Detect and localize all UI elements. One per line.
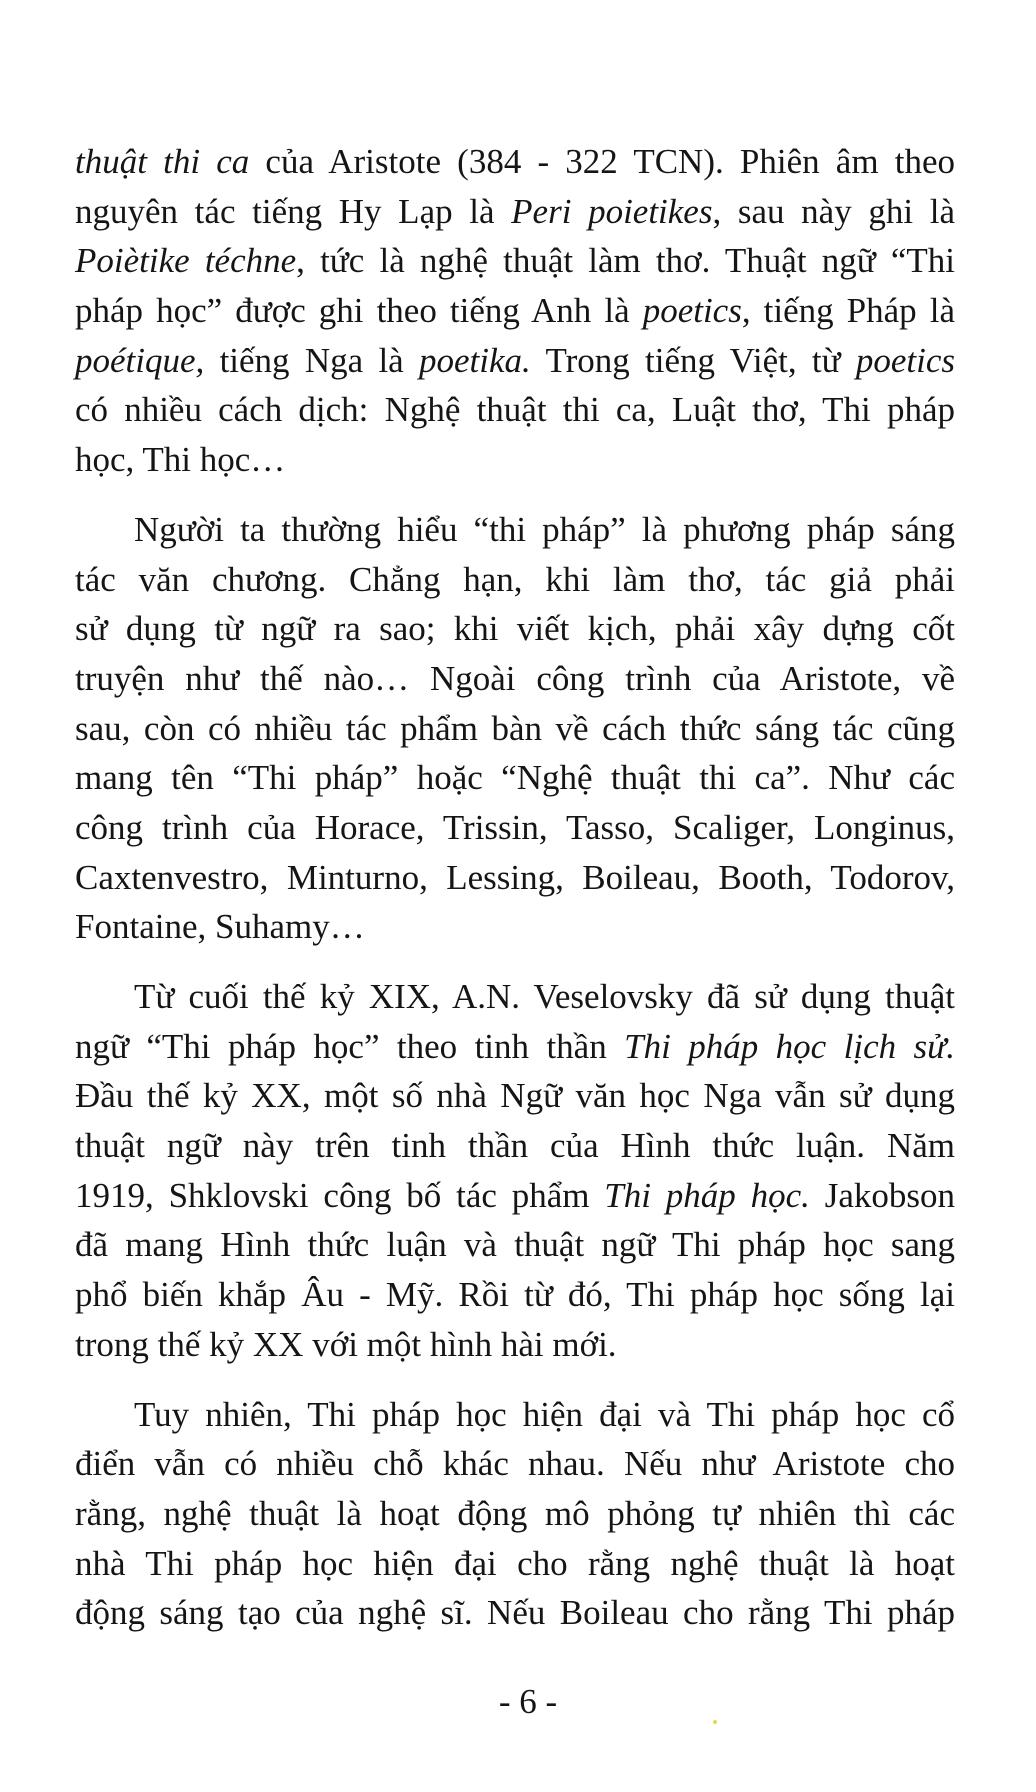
text-line xyxy=(75,236,955,286)
paragraph xyxy=(75,972,955,1370)
text-segment: Fontaine, Suhamy… xyxy=(75,907,365,947)
text-segment: mang tên “Thi pháp” hoặc “Nghệ thuật thi ca”. Như các xyxy=(75,758,955,798)
text-line xyxy=(75,1320,955,1370)
text-segment: , tức là nghệ thuật làm thơ. Thuật ngữ “Thi xyxy=(296,241,955,281)
text-segment: sau, còn có nhiều tác phẩm bàn về cách thức sáng tác cũng xyxy=(75,708,955,748)
text-segment: Đầu thế kỷ XX, một số nhà Ngữ văn học Nga vẫn sử dụng xyxy=(75,1076,955,1116)
scan-speck xyxy=(713,1720,717,1724)
page-number: - 6 - xyxy=(498,1682,558,1721)
text-segment: trong thế kỷ XX với một hình hài mới. xyxy=(75,1324,617,1364)
text-segment: , tiếng Pháp là xyxy=(741,291,956,331)
text-segment: Caxtenvestro, Minturno, Lessing, Boileau, Booth, Todorov, xyxy=(75,857,955,897)
paragraph xyxy=(75,1390,955,1638)
text-line xyxy=(75,435,955,485)
text-line xyxy=(75,1071,955,1121)
italic-text-segment: poetics xyxy=(855,340,955,380)
text-segment: Người ta thường hiểu “thi pháp” là phương pháp sáng xyxy=(134,509,955,549)
text-segment: pháp học” được ghi theo tiếng Anh là xyxy=(75,291,643,331)
italic-text-segment: Poiètike téchne xyxy=(75,241,297,281)
text-segment: học, Thi học… xyxy=(75,440,286,480)
text-line xyxy=(75,803,955,853)
text-line xyxy=(75,654,955,704)
text-line xyxy=(75,286,955,336)
page-body-text xyxy=(75,137,955,1658)
text-segment: ngữ “Thi pháp học” theo tinh thần xyxy=(75,1026,625,1066)
text-segment: của Aristote (384 - 322 TCN). Phiên âm theo xyxy=(249,142,955,181)
text-segment: tác văn chương. Chẳng hạn, khi làm thơ, tác giả phải xyxy=(75,559,955,599)
text-line xyxy=(75,704,955,754)
text-line xyxy=(75,1270,955,1320)
text-segment: Tuy nhiên, Thi pháp học hiện đại và Thi pháp học cổ xyxy=(134,1394,955,1434)
text-line xyxy=(75,505,955,555)
text-line xyxy=(75,187,955,237)
text-segment: 1919, Shklovski công bố tác phẩm xyxy=(75,1175,605,1215)
text-line xyxy=(75,1539,955,1589)
italic-text-segment: poétique, xyxy=(75,340,205,380)
text-line xyxy=(75,604,955,654)
text-segment: Jakobson xyxy=(809,1175,955,1215)
text-line xyxy=(75,1220,955,1270)
text-segment: Từ cuối thế kỷ XIX, A.N. Veselovsky đã sử dụng thuật xyxy=(134,977,955,1016)
italic-text-segment: Thi pháp học lịch sử. xyxy=(624,1026,955,1066)
text-segment: công trình của Horace, Trissin, Tasso, Scaliger, Longinus, xyxy=(75,807,955,847)
text-line xyxy=(75,902,955,952)
text-segment: tiếng Nga là xyxy=(204,340,419,380)
text-segment: đã mang Hình thức luận và thuật ngữ Thi pháp học sang xyxy=(75,1225,955,1265)
paragraph xyxy=(75,505,955,952)
text-segment: điển vẫn có nhiều chỗ khác nhau. Nếu như Aristote cho xyxy=(75,1444,955,1484)
text-line xyxy=(75,555,955,605)
text-line xyxy=(75,137,955,187)
text-line xyxy=(75,853,955,903)
text-line xyxy=(75,1121,955,1171)
text-line xyxy=(75,1171,955,1221)
text-line xyxy=(75,1439,955,1489)
text-segment: có nhiều cách dịch: Nghệ thuật thi ca, Luật thơ, Thi pháp xyxy=(75,390,955,430)
text-segment: truyện như thế nào… Ngoài công trình của Aristote, về xyxy=(75,658,955,698)
text-segment: thuật ngữ này trên tinh thần của Hình thức luận. Năm xyxy=(75,1126,955,1166)
text-segment: sử dụng từ ngữ ra sao; khi viết kịch, phải xây dựng cốt xyxy=(75,609,955,649)
text-segment: nguyên tác tiếng Hy Lạp là xyxy=(75,191,512,231)
italic-text-segment: thuật thi ca xyxy=(75,142,250,181)
text-segment: rằng, nghệ thuật là hoạt động mô phỏng tự nhiên thì các xyxy=(75,1493,955,1533)
text-segment: nhà Thi pháp học hiện đại cho rằng nghệ thuật là hoạt xyxy=(75,1543,955,1583)
text-line xyxy=(75,1489,955,1539)
text-segment: phổ biến khắp Âu - Mỹ. Rồi từ đó, Thi pháp học sống lại xyxy=(75,1275,955,1315)
italic-text-segment: poetika. xyxy=(419,340,531,380)
text-line xyxy=(75,1022,955,1072)
text-line xyxy=(75,1588,955,1638)
paragraph xyxy=(75,137,955,485)
text-segment: động sáng tạo của nghệ sĩ. Nếu Boileau cho rằng Thi pháp xyxy=(75,1593,955,1633)
text-line xyxy=(75,753,955,803)
text-line xyxy=(75,336,955,386)
italic-text-segment: poetics xyxy=(642,291,742,331)
text-segment: , sau này ghi là xyxy=(712,191,955,231)
italic-text-segment: Peri poietikes xyxy=(511,191,713,231)
text-line xyxy=(75,1390,955,1440)
text-segment: Trong tiếng Việt, từ xyxy=(530,340,856,380)
italic-text-segment: Thi pháp học. xyxy=(604,1175,810,1215)
text-line xyxy=(75,385,955,435)
text-line xyxy=(75,972,955,1022)
